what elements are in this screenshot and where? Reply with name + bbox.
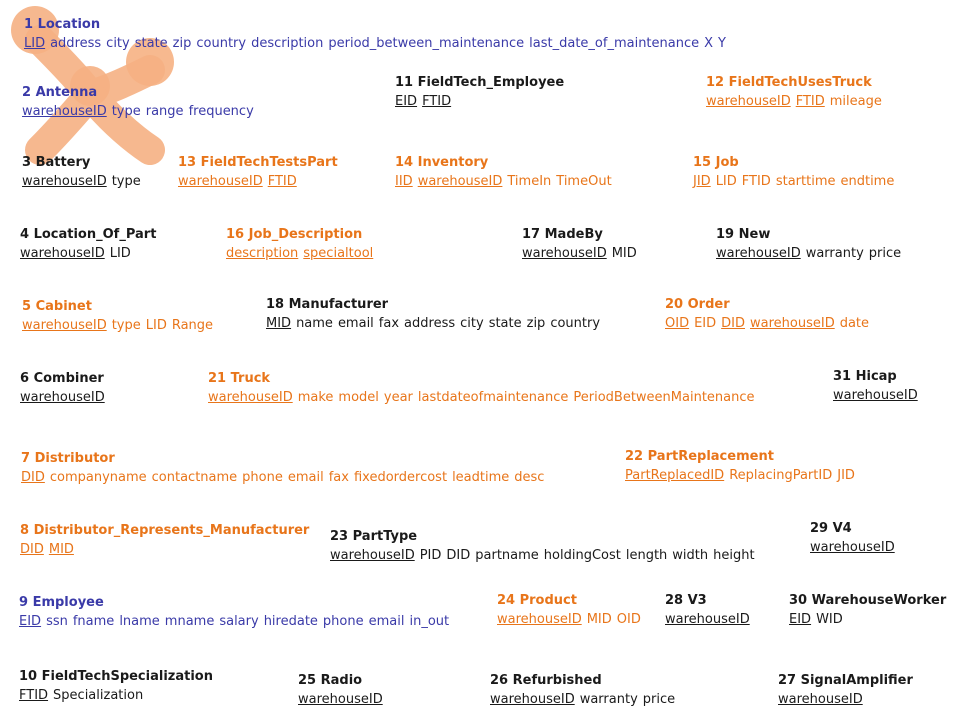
key-attribute: DID <box>21 470 45 485</box>
attribute: email <box>287 470 324 485</box>
entity-attributes <box>22 172 146 191</box>
entity-manufacturer <box>266 295 605 333</box>
entity-attributes <box>706 92 887 111</box>
entity-warehouse-worker <box>789 591 946 629</box>
entity-title: 19 New <box>716 227 771 242</box>
entity-attributes <box>21 468 549 487</box>
entity-inventory <box>395 153 617 191</box>
attribute: last_date_of_maintenance <box>529 36 700 51</box>
entity-employee <box>19 593 454 631</box>
entity-antenna <box>22 83 259 121</box>
attribute: warranty <box>805 246 864 261</box>
attribute: address <box>50 36 102 51</box>
entity-title: 10 FieldTechSpecialization <box>19 669 213 684</box>
attribute: price <box>642 692 676 707</box>
key-attribute: EID <box>789 612 812 627</box>
entity-title: 20 Order <box>665 297 730 312</box>
key-attribute: warehouseID <box>298 692 383 707</box>
attribute: type <box>111 174 141 189</box>
key-attribute: warehouseID <box>20 390 105 405</box>
attribute: contactname <box>151 470 238 485</box>
attribute: city <box>106 36 130 51</box>
attribute: email <box>368 614 405 629</box>
key-attribute: warehouseID <box>706 94 791 109</box>
entity-title: 30 WarehouseWorker <box>789 593 947 608</box>
attribute: date <box>839 316 870 331</box>
entity-title: 2 Antenna <box>22 85 98 100</box>
entity-title: 5 Cabinet <box>22 299 92 314</box>
entity-attributes <box>20 244 156 263</box>
key-attribute: LID <box>24 36 46 51</box>
entity-refurbished <box>490 671 680 709</box>
entity-title: 11 FieldTech_Employee <box>395 75 565 90</box>
key-attribute: warehouseID <box>716 246 801 261</box>
key-attribute: DID <box>721 316 745 331</box>
entity-truck <box>208 369 760 407</box>
entity-attributes <box>789 610 946 629</box>
entity-attributes <box>22 102 259 121</box>
key-attribute: warehouseID <box>497 612 582 627</box>
entity-attributes <box>665 610 755 629</box>
attribute: TimeIn <box>507 174 552 189</box>
entity-attributes <box>226 244 378 263</box>
entity-attributes <box>395 92 564 111</box>
key-attribute: warehouseID <box>490 692 575 707</box>
attribute: PeriodBetweenMaintenance <box>573 390 755 405</box>
key-attribute: warehouseID <box>20 246 105 261</box>
entity-title: 26 Refurbished <box>490 673 602 688</box>
entity-product <box>497 591 646 629</box>
entity-attributes <box>19 612 454 631</box>
attribute: OID <box>616 612 641 627</box>
attribute: frequency <box>188 104 254 119</box>
attribute: LID <box>109 246 131 261</box>
attribute: period_between_maintenance <box>328 36 525 51</box>
entity-title: 24 Product <box>497 593 577 608</box>
entity-signal-amplifier <box>778 671 913 709</box>
entity-attributes <box>178 172 338 191</box>
attribute: country <box>550 316 601 331</box>
key-attribute: warehouseID <box>22 318 107 333</box>
attribute: type <box>111 318 141 333</box>
key-attribute: EID <box>19 614 42 629</box>
attribute: DID <box>446 548 471 563</box>
key-attribute: warehouseID <box>22 104 107 119</box>
attribute: mname <box>164 614 215 629</box>
entity-attributes <box>330 546 760 565</box>
entity-v3 <box>665 591 755 629</box>
attribute: ssn <box>46 614 68 629</box>
entity-title: 6 Combiner <box>20 371 104 386</box>
key-attribute: warehouseID <box>208 390 293 405</box>
entity-fieldtech-tests-part <box>178 153 338 191</box>
entity-title: 31 Hicap <box>833 369 897 384</box>
key-attribute: warehouseID <box>833 388 918 403</box>
entity-title: 13 FieldTechTestsPart <box>178 155 338 170</box>
entity-title: 23 PartType <box>330 529 418 544</box>
attribute: year <box>383 390 413 405</box>
entity-part-type <box>330 527 760 565</box>
attribute: range <box>145 104 184 119</box>
attribute: name <box>296 316 333 331</box>
attribute: lastdateofmaintenance <box>417 390 569 405</box>
attribute: MID <box>586 612 612 627</box>
attribute: Range <box>171 318 214 333</box>
entity-title: 9 Employee <box>19 595 104 610</box>
attribute: LID <box>145 318 167 333</box>
attribute: partname <box>475 548 539 563</box>
entity-order <box>665 295 874 333</box>
entity-attributes <box>490 690 680 709</box>
entity-attributes <box>395 172 617 191</box>
entity-battery <box>22 153 146 191</box>
entity-attributes <box>522 244 642 263</box>
entity-attributes <box>22 316 218 335</box>
entity-madeby <box>522 225 642 263</box>
entity-attributes <box>208 388 760 407</box>
attribute: mileage <box>829 94 882 109</box>
entity-attributes <box>298 690 388 709</box>
entity-attributes <box>810 538 900 557</box>
entity-title: 27 SignalAmplifier <box>778 673 913 688</box>
attribute: make <box>297 390 334 405</box>
entity-title: 25 Radio <box>298 673 363 688</box>
entity-job-description <box>226 225 378 263</box>
key-attribute: warehouseID <box>810 540 895 555</box>
attribute: length <box>625 548 668 563</box>
entity-attributes <box>20 388 110 407</box>
entity-title: 18 Manufacturer <box>266 297 389 312</box>
entity-attributes <box>20 540 309 559</box>
attribute: companyname <box>49 470 147 485</box>
attribute: description <box>251 36 324 51</box>
key-attribute: warehouseID <box>665 612 750 627</box>
key-attribute: FTID <box>422 94 452 109</box>
entity-title: 28 V3 <box>665 593 707 608</box>
key-attribute: warehouseID <box>330 548 415 563</box>
key-attribute: warehouseID <box>178 174 263 189</box>
attribute: fax <box>328 470 349 485</box>
entity-title: 16 Job_Description <box>226 227 363 242</box>
entity-cabinet <box>22 297 218 335</box>
entity-attributes <box>716 244 906 263</box>
attribute: lname <box>119 614 160 629</box>
entity-title: 3 Battery <box>22 155 91 170</box>
entity-attributes <box>19 686 213 705</box>
attribute: hiredate <box>263 614 318 629</box>
attribute: phone <box>242 470 283 485</box>
entity-title: 7 Distributor <box>21 451 115 466</box>
attribute: state <box>488 316 522 331</box>
attribute: city <box>460 316 484 331</box>
entity-attributes <box>266 314 605 333</box>
attribute: Specialization <box>53 688 144 703</box>
attribute: email <box>337 316 374 331</box>
attribute: country <box>196 36 247 51</box>
entity-job <box>693 153 899 191</box>
entity-attributes <box>833 386 923 405</box>
entity-attributes <box>497 610 646 629</box>
attribute: LID <box>715 174 737 189</box>
attribute: in_out <box>409 614 450 629</box>
attribute: PID <box>419 548 442 563</box>
entity-title: 4 Location_Of_Part <box>20 227 157 242</box>
entity-title: 15 Job <box>693 155 739 170</box>
key-attribute: warehouseID <box>750 316 835 331</box>
attribute: salary <box>219 614 259 629</box>
attribute: fax <box>378 316 400 331</box>
entity-attributes <box>665 314 874 333</box>
key-attribute: FTID <box>267 174 297 189</box>
attribute: starttime <box>775 174 836 189</box>
entity-radio <box>298 671 388 709</box>
entity-hicap <box>833 367 923 405</box>
attribute: type <box>111 104 141 119</box>
attribute: Y <box>718 36 726 51</box>
key-attribute: warehouseID <box>417 174 503 189</box>
key-attribute: JID <box>693 174 711 189</box>
entity-title: 14 Inventory <box>395 155 489 170</box>
entity-part-replacement <box>625 447 860 485</box>
attribute: WID <box>816 612 843 627</box>
key-attribute: specialtool <box>303 246 374 261</box>
attribute: state <box>134 36 168 51</box>
key-attribute: PartReplacedID <box>625 468 725 483</box>
key-attribute: IID <box>395 174 413 189</box>
attribute: ReplacingPartID <box>729 468 833 483</box>
entity-title: 8 Distributor_Represents_Manufacturer <box>20 523 310 538</box>
entity-title: 12 FieldTechUsesTruck <box>706 75 872 90</box>
attribute: model <box>338 390 379 405</box>
attribute: leadtime <box>452 470 510 485</box>
entity-attributes <box>24 34 731 53</box>
entity-distributor-represents-manufacturer <box>20 521 309 559</box>
attribute: JID <box>837 468 855 483</box>
attribute: address <box>404 316 456 331</box>
attribute: X <box>704 36 714 51</box>
attribute: zip <box>526 316 546 331</box>
attribute: MID <box>611 246 637 261</box>
attribute: warranty <box>579 692 638 707</box>
attribute: desc <box>514 470 545 485</box>
entity-title: 17 MadeBy <box>522 227 603 242</box>
attribute: price <box>868 246 902 261</box>
attribute: width <box>672 548 709 563</box>
entity-title: 29 V4 <box>810 521 852 536</box>
attribute: FTID <box>741 174 771 189</box>
key-attribute: EID <box>395 94 418 109</box>
attribute: endtime <box>840 174 895 189</box>
entity-title: 1 Location <box>24 17 101 32</box>
entity-fieldtech-employee <box>395 73 564 111</box>
entity-fieldtech-uses-truck <box>706 73 887 111</box>
attribute: fname <box>72 614 115 629</box>
attribute: fixedordercost <box>353 470 448 485</box>
entity-attributes <box>778 690 913 709</box>
key-attribute: warehouseID <box>778 692 863 707</box>
entity-location-of-part <box>20 225 156 263</box>
entity-attributes <box>625 466 860 485</box>
entity-new <box>716 225 906 263</box>
entity-combiner <box>20 369 110 407</box>
entity-distributor <box>21 449 549 487</box>
key-attribute: MID <box>266 316 292 331</box>
entity-title: 22 PartReplacement <box>625 449 774 464</box>
attribute: holdingCost <box>543 548 621 563</box>
attribute: EID <box>694 316 717 331</box>
key-attribute: DID <box>20 542 44 557</box>
entity-location <box>24 15 731 53</box>
key-attribute: warehouseID <box>22 174 107 189</box>
key-attribute: warehouseID <box>522 246 607 261</box>
attribute: TimeOut <box>556 174 612 189</box>
attribute: zip <box>172 36 192 51</box>
key-attribute: description <box>226 246 299 261</box>
attribute: phone <box>322 614 364 629</box>
key-attribute: FTID <box>19 688 49 703</box>
entity-attributes <box>693 172 899 191</box>
key-attribute: OID <box>665 316 690 331</box>
entity-title: 21 Truck <box>208 371 271 386</box>
entity-fieldtech-specialization <box>19 667 213 705</box>
entity-v4 <box>810 519 900 557</box>
key-attribute: MID <box>48 542 74 557</box>
attribute: height <box>713 548 755 563</box>
key-attribute: FTID <box>795 94 825 109</box>
